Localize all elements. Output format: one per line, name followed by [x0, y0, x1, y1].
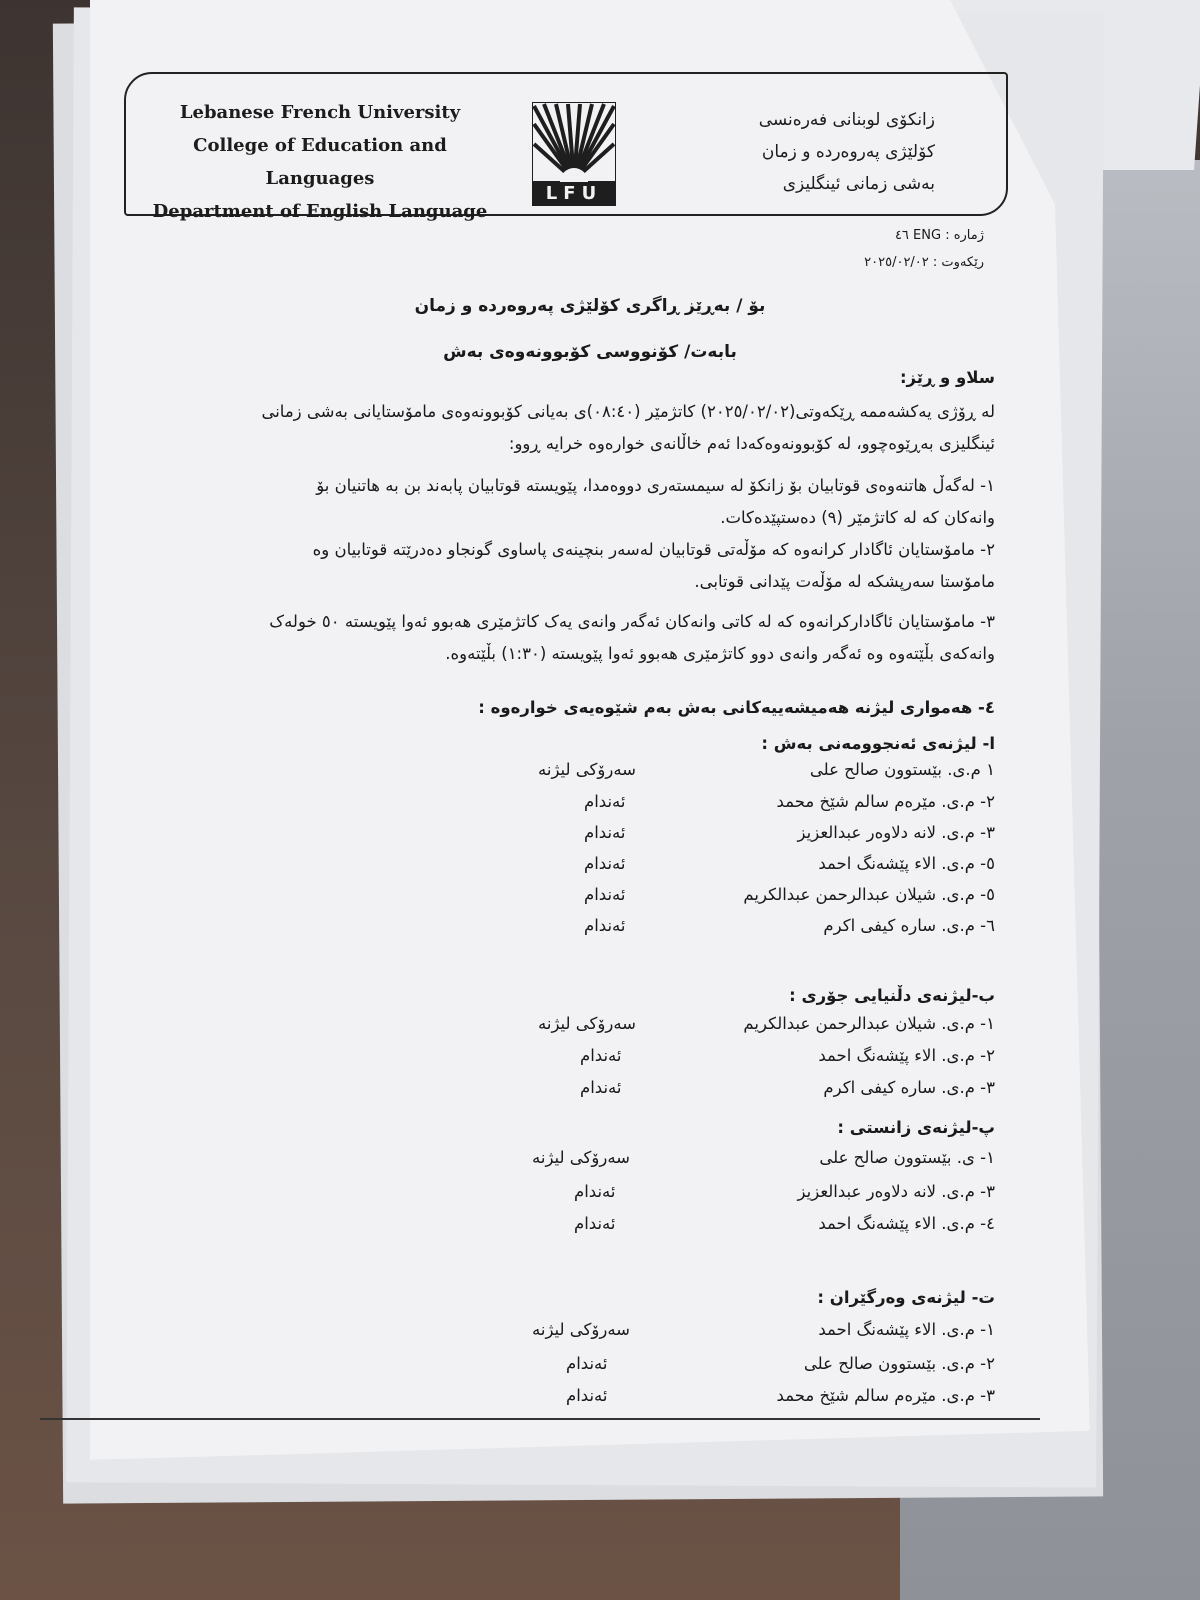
member-name: ٣- م.ی. لانە دلاوەر عبدالعزیز [797, 823, 995, 842]
letterhead-english [140, 96, 500, 228]
member-name: ٣- م.ی. مێرەم سالم شێخ محمد [776, 1386, 995, 1405]
college-name-ku: کۆلێژی پەروەردە و زمان [761, 142, 935, 162]
member-name: ٦- م.ی. سارە کیفی اکرم [823, 916, 995, 935]
committee-title: ا- لیژنەی ئەنجوومەنی بەش : [761, 734, 995, 753]
university-name-ku: زانکۆی لوبنانی فەرەنسی [758, 110, 935, 130]
point-line: ٣- مامۆستایان ئاگادارکرانەوە کە لە کاتی وانەکان ئەگەر وانەی یەک کاتژمێری هەبوو ئەوا پێویستە ٥٠ خولەک [269, 612, 995, 631]
member-name: ١- م.ی. الاء پێشەنگ احمد [818, 1320, 995, 1339]
point-line: وانەکەی بڵێتەوە وە ئەگەر وانەی دوو کاتژمێری هەبوو ئەوا پێویستە (١:٣٠) بڵێتەوە. [445, 644, 995, 663]
intro-paragraph [135, 396, 995, 460]
intro-line: ئینگلیزی بەڕێوەچوو، لە کۆبوونەوەکەدا ئەم خاڵانەی خوارەوە خرایە ڕوو: [508, 434, 995, 453]
department-name-ku: بەشی زمانی ئینگلیزی [782, 174, 935, 194]
member-name: ٤- م.ی. الاء پێشەنگ احمد [818, 1214, 995, 1233]
committee-title: ت- لیژنەی وەرگێران : [817, 1288, 995, 1307]
committee-title: پ-لیژنەی زانستی : [837, 1118, 995, 1137]
member-role: ئەندام [584, 823, 626, 842]
department-name-en: Department of English Language [152, 201, 488, 222]
member-role: ئەندام [566, 1354, 608, 1373]
member-role: ئەندام [584, 885, 626, 904]
member-role: ئەندام [584, 792, 626, 811]
point-2 [135, 534, 995, 598]
member-name: ٢- م.ی. الاء پێشەنگ احمد [818, 1046, 995, 1065]
member-role: ئەندام [584, 854, 626, 873]
intro-line: لە ڕۆژی یەکشەممە ڕێکەوتی(٢٠٢٥/٠٢/٠٢) کاتژمێر (٠٨:٤٠)ی بەیانی کۆبوونەوەی مامۆستایانی بەشی زمانی [261, 402, 995, 421]
member-name: ٢- م.ی. مێرەم سالم شێخ محمد [776, 792, 995, 811]
member-name: ٣- م.ی. سارە کیفی اکرم [823, 1078, 995, 1097]
subject-line: بابەت/ کۆنووسی کۆبوونەوەی بەش [443, 342, 737, 362]
member-role: ئەندام [580, 1078, 622, 1097]
member-name: ٣- م.ی. لانە دلاوەر عبدالعزیز [797, 1182, 995, 1201]
member-name: ٥- م.ی. الاء پێشەنگ احمد [818, 854, 995, 873]
member-name: ١- م.ی. شیلان عبدالرحمن عبدالکریم [743, 1014, 995, 1033]
member-name: ١ م.ی. بێستوون صالح علی [809, 760, 995, 779]
member-role: سەرۆکی لیژنە [532, 1148, 631, 1167]
member-role: ئەندام [566, 1386, 608, 1405]
point-4: ٤- هەمواری لیژنە هەمیشەییەکانی بەش بەم شێوەیەی خوارەوە : [478, 698, 995, 717]
member-role: ئەندام [574, 1214, 616, 1233]
member-name: ٥- م.ی. شیلان عبدالرحمن عبدالکریم [743, 885, 995, 904]
reference-number: ژمارە : ENG ٤٦ [894, 228, 984, 243]
point-line: ١- لەگەڵ هاتنەوەی قوتابیان بۆ زانکۆ لە سیمستەری دووەمدا، پێویستە قوتابیان پابەند بن بە هاتنیان بۆ [316, 476, 995, 495]
member-role: سەرۆکی لیژنە [532, 1320, 631, 1339]
member-role: ئەندام [584, 916, 626, 935]
committee-title: ب-لیژنەی دڵنیایی جۆری : [789, 986, 995, 1005]
university-name-en: Lebanese French University [179, 102, 461, 123]
logo-lettering: LFU [532, 182, 616, 206]
point-line: وانەکان کە لە کاتژمێر (٩) دەستپێدەکات. [720, 508, 995, 527]
member-role: ئەندام [580, 1046, 622, 1065]
reference-date: رێکەوت : ٢٠٢٥/٠٢/٠٢ [864, 255, 984, 270]
college-name-en: College of Education and Languages [193, 135, 447, 189]
member-role: سەرۆکی لیژنە [538, 760, 637, 779]
member-name: ١- ی. بێستوون صالح علی [819, 1148, 995, 1167]
point-1 [135, 470, 995, 534]
addressee: بۆ / بەڕێز ڕاگری کۆلێژی پەروەردە و زمان [414, 296, 766, 316]
letterhead-kurdish [735, 104, 935, 200]
point-line: مامۆستا سەرپشکە لە مۆڵەت پێدانی قوتابی. [694, 572, 995, 591]
point-3 [135, 606, 995, 670]
member-role: ئەندام [574, 1182, 616, 1201]
footer-rule [40, 1418, 1040, 1420]
point-line: ٢- مامۆستایان ئاگادار کرانەوە کە مۆڵەتی قوتابیان لەسەر بنچینەی پاساوی گونجاو دەدرێتە قوتابیان وە [312, 540, 995, 559]
member-role: سەرۆکی لیژنە [538, 1014, 637, 1033]
member-name: ٢- م.ی. بێستوون صالح علی [803, 1354, 995, 1373]
greeting: سلاو و ڕێز: [899, 368, 995, 387]
